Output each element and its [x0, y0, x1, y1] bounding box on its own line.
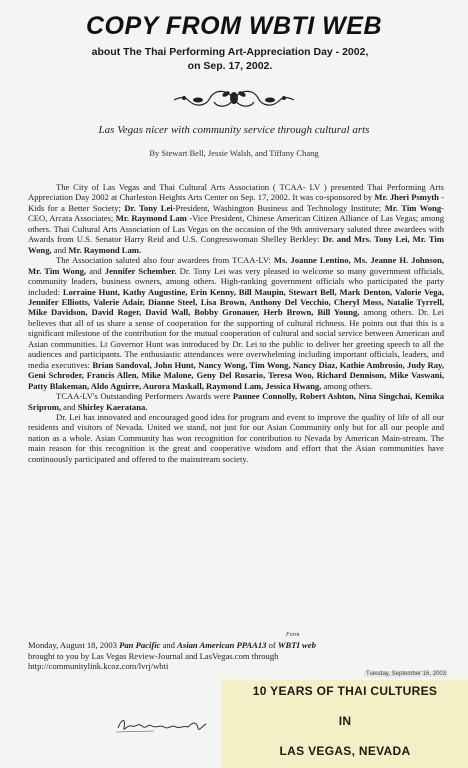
text: -Kids for a Better Society;	[28, 192, 444, 213]
text: and	[61, 401, 78, 412]
sticky-line-2: IN	[338, 714, 352, 728]
name-highlight: Mr. Jheri Psmyth	[374, 192, 439, 203]
name-highlight: Mr. Raymond Lam.	[68, 244, 142, 255]
subtitle	[60, 45, 400, 73]
publication-name: WBTI web	[277, 640, 316, 650]
date-stamp: Tuesday, September 16, 2003	[366, 671, 447, 677]
text: The City of Las Vegas and Thai Cultural Arts Association ( TCAA- LV ) presented Thai Performing Arts Appreciation Day 2002 at Charleston Heights Arts Center on Sep. 17, 2002. It was co-sponsored by	[28, 182, 444, 203]
publication-name: Pan Pacific	[119, 640, 161, 650]
text: among others.	[321, 380, 373, 391]
subtitle-line-2: on Sep. 17, 2002.	[187, 60, 273, 72]
sticky-note	[222, 680, 468, 768]
subtitle-line-1: about The Thai Performing Art-Appreciation Day - 2002,	[91, 46, 369, 58]
text: among others. Dr. Lei believes that all of us share a sense of cooperation for the supporting of cultural richness. He points out that this is a significant milestone of the contribution for the mutual cooperation of cultural and social service between American and Asian communities. Lt Governor Hunt was introduced by Dr. Lei to the public to deliver her greeting speech to all the audiences and participants. The enthusiastic attendances were overwhelming including important officials, leaders, and media executives:	[28, 307, 444, 370]
text: and	[86, 265, 105, 276]
sticky-line-3: LAS VEGAS, NEVADA	[279, 744, 411, 758]
sticky-line-1: 10 YEARS OF THAI CULTURES	[252, 684, 438, 698]
footer-line-1	[28, 640, 358, 651]
text: Dr. Tony Lei was very pleased to welcome so many government officials, community leaders, business owners, among others. High-ranking government officials who participated the party included:	[28, 265, 444, 297]
name-highlight: Dr. Tony Lei	[124, 202, 173, 213]
article-byline: By Stewart Bell, Jessie Walsh, and Tiffany Chang	[149, 148, 319, 158]
paragraph-1	[28, 182, 444, 255]
footer-url: http://communitylink.kcoz.com/lvrj/wbti	[28, 661, 169, 671]
text: and	[160, 640, 178, 650]
text: TCAA-LV's Outstanding Performers Awards were	[56, 391, 233, 402]
handwritten-note: Form	[286, 632, 300, 638]
page-title: COPY FROM WBTI WEB	[85, 12, 383, 40]
paragraph-2	[28, 255, 444, 391]
name-highlight: Shirley Kaeratana.	[77, 401, 148, 412]
signature-icon	[114, 714, 210, 736]
floral-ornament-icon	[170, 86, 298, 112]
name-highlight: Mr. Raymond Lam	[115, 213, 187, 224]
article-headline: Las Vegas nicer with community service through cultural arts	[98, 124, 370, 136]
publication-name: Asian American PPAA13	[177, 640, 267, 650]
source-footer	[28, 640, 358, 672]
text: of	[266, 640, 278, 650]
name-highlight: Mr. Tim Wong	[384, 202, 442, 213]
text: - CEO, Arcata Associates;	[28, 202, 444, 224]
footer-date: Monday, August 18, 2003	[28, 640, 120, 650]
text: -President, Washington Business and Technology Institute;	[172, 202, 385, 213]
name-highlight: Ms. Joanne Lentino, Ms. Jeanne H. Johnson, Mr. Tim Wong,	[28, 255, 444, 276]
name-highlight: Brian Sandoval, John Hunt, Nancy Wong, Tim Wong, Nancy Diaz, Kathie Ambrosio, Judy Ray, Geni Schroder, Francis Allen, Mike Malone, Geny Del Rosario, Teresa Woo, Richard Dennison, Mike Vaswani, Patty Blakeman, Aldo Aguirre, Aurora Maskall, Raymond Lam, Jessica Hwang,	[28, 359, 444, 391]
name-highlight: Pannee Connolly, Robert Ashton, Nina Singchai, Kemika Sriprom,	[28, 391, 444, 412]
name-highlight: Lorraine Hunt, Kathy Augustine, Erin Kenny, Bill Maupin, Stewart Bell, Mark Denton, Valorie Vega, Jennifer Elliotts, Valerie Adair, Dianne Steel, Lisa Brown, Anthony Del Vecchio, Cheryl Moss, Natalie Tyrrell, Mike Davidson, David Roger, David Wall, Bobby Gronauer, Herb Brown, Bill Young,	[28, 286, 444, 318]
text: -Vice President, Chinese American Citizen Alliance of Las Vegas; among others. Thai Cultural Arts Association of Las Vegas on the occasion of the 9th anniversary saluted three awardees with Awards from U.S. Senator Harry Reid and U.S. Congresswoman Shelley Berkley:	[28, 213, 445, 245]
paragraph-4: Dr. Lei has innovated and encouraged good idea for program and event to improve the quality of life of all our residents and visitors of Nevada. United we stand, not just for our Asian Community only but for all our people and nation as a whole. Asian Community has won recognition for contribution to Nevada by American Main-stream. The main reason for this recognition is the great and cooperative wisdom and effort that the Asian communities have continuously participated and offered to the mainstream society.	[28, 411, 444, 464]
name-highlight: Dr. and Mrs. Tony Lei, Mr. Tim Wong,	[28, 234, 444, 255]
footer-line-2: brought to you by Las Vegas Review-Journal and LasVegas.com through	[28, 650, 279, 661]
text: The Association saluted also four awardees from TCAA-LV:	[56, 255, 274, 266]
article-body	[28, 182, 444, 464]
text: and	[51, 244, 69, 255]
paragraph-3	[28, 391, 444, 412]
name-highlight: Jennifer Schember.	[104, 265, 177, 276]
